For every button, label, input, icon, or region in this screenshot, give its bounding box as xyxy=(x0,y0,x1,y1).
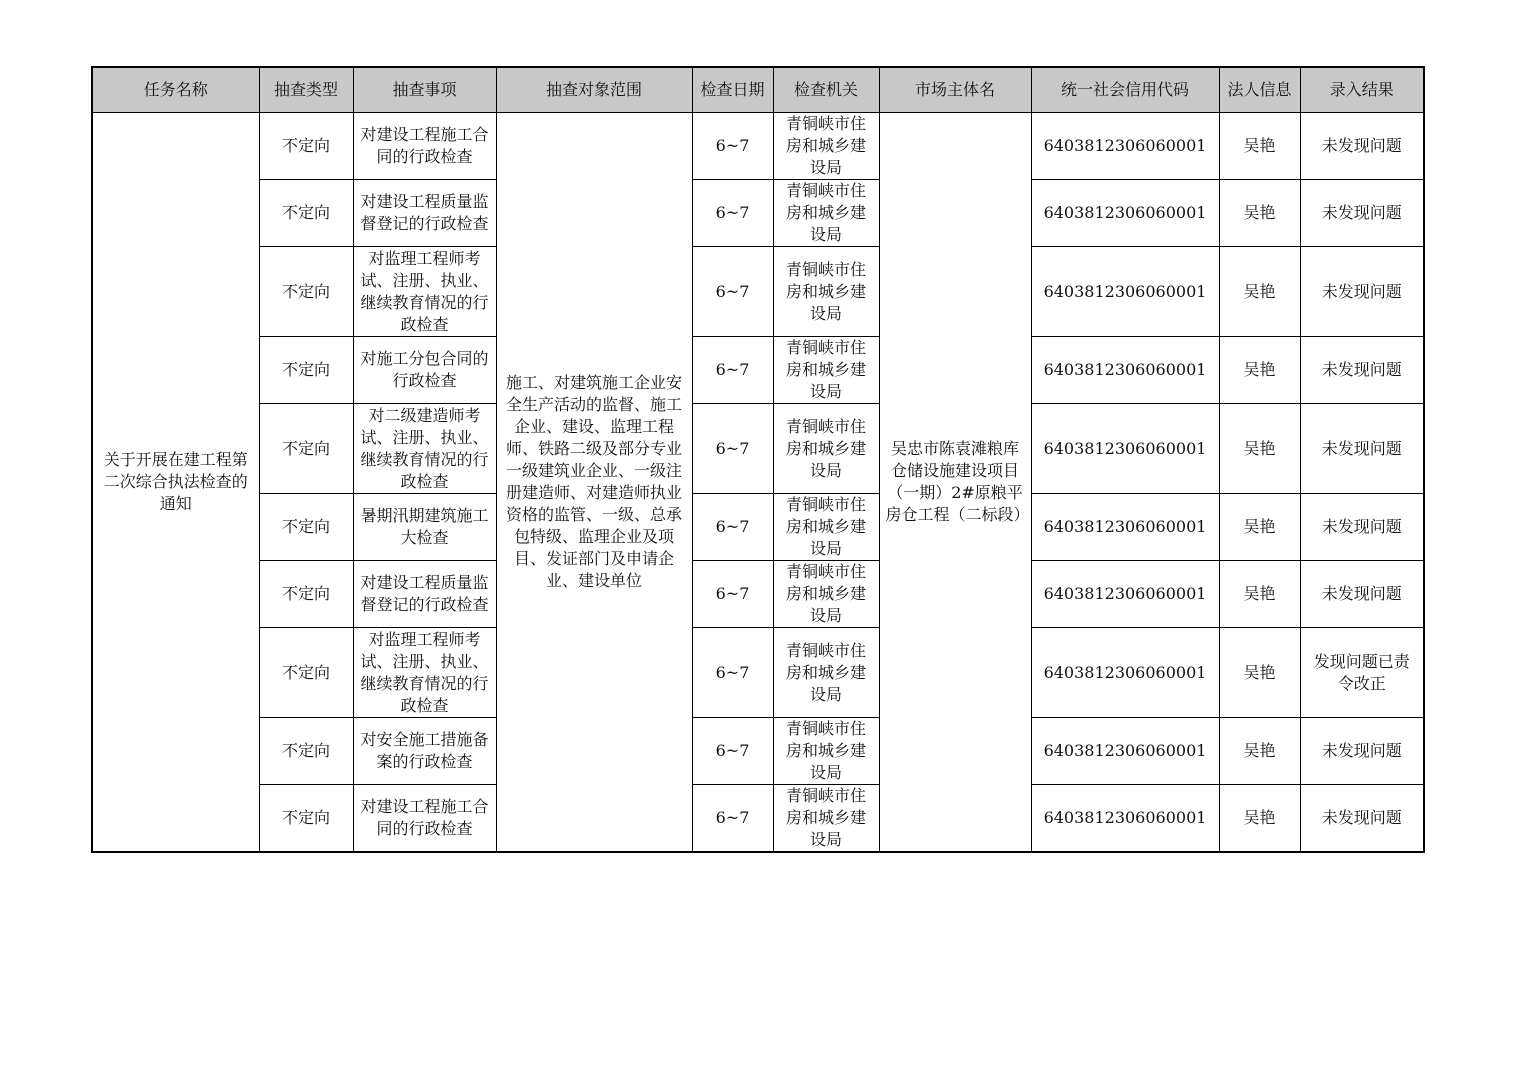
header-cell: 法人信息 xyxy=(1219,67,1300,113)
table-row xyxy=(92,494,1424,561)
type-cell: 不定向 xyxy=(259,247,353,337)
date-cell: 6~7 xyxy=(692,494,773,561)
legal-cell: 吴艳 xyxy=(1219,337,1300,404)
code-cell: 6403812306060001 xyxy=(1031,180,1219,247)
date-cell: 6~7 xyxy=(692,561,773,628)
legal-cell: 吴艳 xyxy=(1219,494,1300,561)
type-cell: 不定向 xyxy=(259,337,353,404)
authority-cell: 青铜峡市住房和城乡建设局 xyxy=(773,494,879,561)
authority-cell: 青铜峡市住房和城乡建设局 xyxy=(773,561,879,628)
authority-cell: 青铜峡市住房和城乡建设局 xyxy=(773,718,879,785)
code-cell: 6403812306060001 xyxy=(1031,628,1219,718)
task-name-cell: 关于开展在建工程第二次综合执法检查的通知 xyxy=(92,113,259,853)
authority-cell: 青铜峡市住房和城乡建设局 xyxy=(773,785,879,853)
item-cell: 对建设工程施工合同的行政检查 xyxy=(353,785,496,853)
result-cell: 发现问题已责令改正 xyxy=(1300,628,1424,718)
table-row xyxy=(92,404,1424,494)
date-cell: 6~7 xyxy=(692,785,773,853)
code-cell: 6403812306060001 xyxy=(1031,494,1219,561)
result-cell: 未发现问题 xyxy=(1300,180,1424,247)
item-cell: 对施工分包合同的行政检查 xyxy=(353,337,496,404)
legal-cell: 吴艳 xyxy=(1219,404,1300,494)
legal-cell: 吴艳 xyxy=(1219,113,1300,180)
item-cell: 对监理工程师考试、注册、执业、继续教育情况的行政检查 xyxy=(353,628,496,718)
table-row xyxy=(92,113,1424,180)
authority-cell: 青铜峡市住房和城乡建设局 xyxy=(773,404,879,494)
table-row xyxy=(92,247,1424,337)
authority-cell: 青铜峡市住房和城乡建设局 xyxy=(773,113,879,180)
item-cell: 对建设工程质量监督登记的行政检查 xyxy=(353,180,496,247)
type-cell: 不定向 xyxy=(259,113,353,180)
type-cell: 不定向 xyxy=(259,404,353,494)
item-cell: 对安全施工措施备案的行政检查 xyxy=(353,718,496,785)
table-row xyxy=(92,628,1424,718)
header-cell: 抽查对象范围 xyxy=(496,67,692,113)
legal-cell: 吴艳 xyxy=(1219,180,1300,247)
header-cell: 检查机关 xyxy=(773,67,879,113)
result-cell: 未发现问题 xyxy=(1300,247,1424,337)
entity-cell: 吴忠市陈袁滩粮库仓储设施建设项目（一期）2#原粮平房仓工程（二标段） xyxy=(879,113,1031,853)
header-cell: 检查日期 xyxy=(692,67,773,113)
code-cell: 6403812306060001 xyxy=(1031,337,1219,404)
table-row xyxy=(92,337,1424,404)
table-row xyxy=(92,180,1424,247)
header-cell: 统一社会信用代码 xyxy=(1031,67,1219,113)
code-cell: 6403812306060001 xyxy=(1031,718,1219,785)
table-row xyxy=(92,561,1424,628)
table-row xyxy=(92,718,1424,785)
inspection-table xyxy=(91,66,1425,853)
item-cell: 对建设工程施工合同的行政检查 xyxy=(353,113,496,180)
scope-cell: 施工、对建筑施工企业安全生产活动的监督、施工企业、建设、监理工程师、铁路二级及部分专业一级建筑业企业、一级注册建造师、对建造师执业资格的监管、一级、总承包特级、监理企业及项目、发证部门及申请企业、建设单位 xyxy=(496,113,692,853)
legal-cell: 吴艳 xyxy=(1219,628,1300,718)
code-cell: 6403812306060001 xyxy=(1031,247,1219,337)
date-cell: 6~7 xyxy=(692,628,773,718)
header-row xyxy=(92,67,1424,113)
date-cell: 6~7 xyxy=(692,718,773,785)
result-cell: 未发现问题 xyxy=(1300,113,1424,180)
authority-cell: 青铜峡市住房和城乡建设局 xyxy=(773,247,879,337)
result-cell: 未发现问题 xyxy=(1300,404,1424,494)
date-cell: 6~7 xyxy=(692,247,773,337)
type-cell: 不定向 xyxy=(259,180,353,247)
type-cell: 不定向 xyxy=(259,494,353,561)
table-row xyxy=(92,785,1424,853)
item-cell: 暑期汛期建筑施工大检查 xyxy=(353,494,496,561)
code-cell: 6403812306060001 xyxy=(1031,113,1219,180)
code-cell: 6403812306060001 xyxy=(1031,785,1219,853)
type-cell: 不定向 xyxy=(259,785,353,853)
type-cell: 不定向 xyxy=(259,718,353,785)
type-cell: 不定向 xyxy=(259,561,353,628)
authority-cell: 青铜峡市住房和城乡建设局 xyxy=(773,337,879,404)
result-cell: 未发现问题 xyxy=(1300,785,1424,853)
date-cell: 6~7 xyxy=(692,180,773,247)
date-cell: 6~7 xyxy=(692,337,773,404)
item-cell: 对监理工程师考试、注册、执业、继续教育情况的行政检查 xyxy=(353,247,496,337)
item-cell: 对建设工程质量监督登记的行政检查 xyxy=(353,561,496,628)
authority-cell: 青铜峡市住房和城乡建设局 xyxy=(773,180,879,247)
legal-cell: 吴艳 xyxy=(1219,247,1300,337)
item-cell: 对二级建造师考试、注册、执业、继续教育情况的行政检查 xyxy=(353,404,496,494)
header-cell: 录入结果 xyxy=(1300,67,1424,113)
result-cell: 未发现问题 xyxy=(1300,718,1424,785)
legal-cell: 吴艳 xyxy=(1219,561,1300,628)
header-cell: 抽查类型 xyxy=(259,67,353,113)
legal-cell: 吴艳 xyxy=(1219,785,1300,853)
result-cell: 未发现问题 xyxy=(1300,494,1424,561)
authority-cell: 青铜峡市住房和城乡建设局 xyxy=(773,628,879,718)
code-cell: 6403812306060001 xyxy=(1031,404,1219,494)
result-cell: 未发现问题 xyxy=(1300,337,1424,404)
legal-cell: 吴艳 xyxy=(1219,718,1300,785)
header-cell: 抽查事项 xyxy=(353,67,496,113)
date-cell: 6~7 xyxy=(692,404,773,494)
type-cell: 不定向 xyxy=(259,628,353,718)
date-cell: 6~7 xyxy=(692,113,773,180)
result-cell: 未发现问题 xyxy=(1300,561,1424,628)
code-cell: 6403812306060001 xyxy=(1031,561,1219,628)
header-cell: 任务名称 xyxy=(92,67,259,113)
header-cell: 市场主体名 xyxy=(879,67,1031,113)
